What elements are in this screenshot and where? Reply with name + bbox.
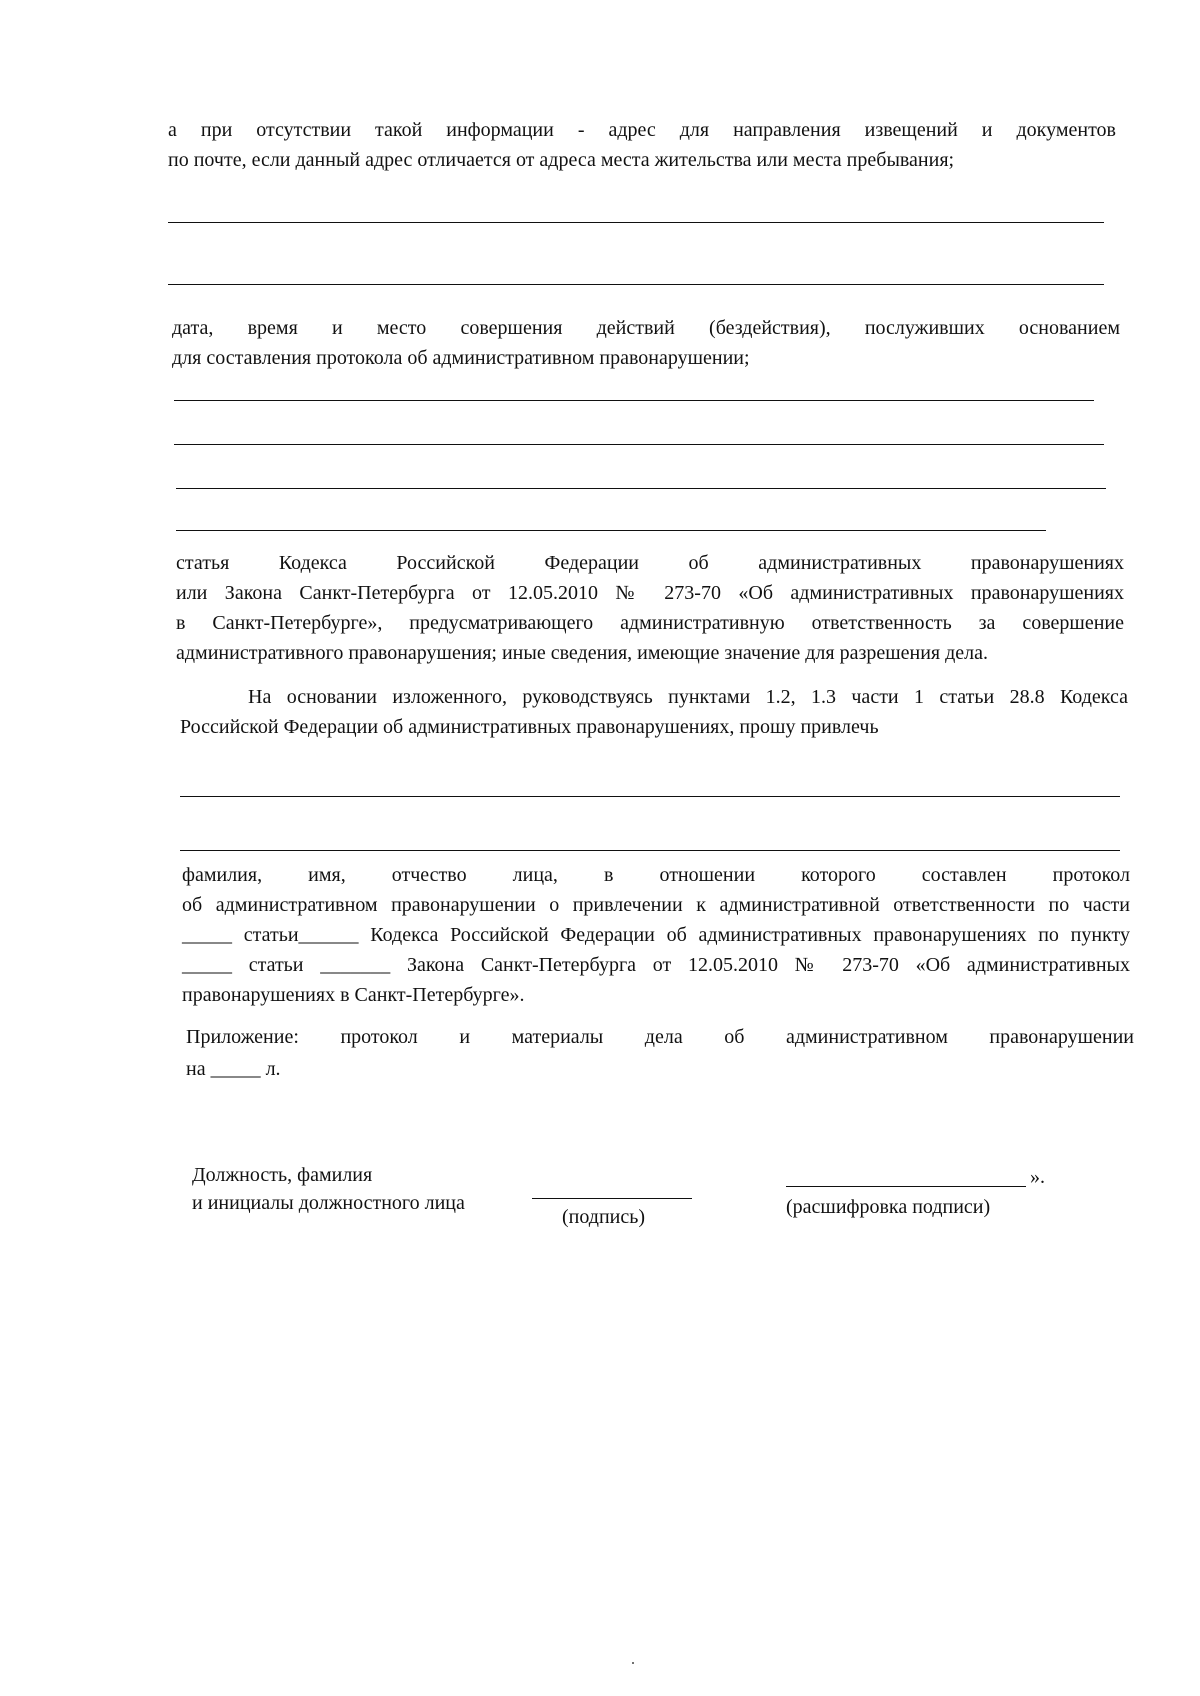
datetime-paragraph-line1: дата, время и место совершения действий (бездействия), послуживших основанием xyxy=(172,317,1120,339)
signature-decoding-line xyxy=(786,1186,1026,1187)
person-paragraph-line1: фамилия, имя, отчество лица, в отношении которого составлен протокол xyxy=(182,864,1130,886)
blank-line xyxy=(180,850,1120,851)
closing-quote: ». xyxy=(1030,1166,1045,1188)
signature-caption: (подпись) xyxy=(562,1206,646,1228)
article-paragraph-line2: или Закона Санкт-Петербурга от 12.05.2010 № 273-70 «Об административных правонарушениях xyxy=(176,582,1124,604)
address-paragraph-line2: по почте, если данный адрес отличается от адреса места жительства или места пребывания; xyxy=(168,149,955,171)
address-paragraph-line1: а при отсутствии такой информации - адрес для направления извещений и документов xyxy=(168,119,1116,141)
signature-line xyxy=(532,1198,692,1199)
person-paragraph-line5: правонарушениях в Санкт-Петербурге». xyxy=(182,984,525,1006)
blank-line xyxy=(176,488,1106,489)
decoding-caption: (расшифровка подписи) xyxy=(786,1196,991,1218)
person-paragraph-line3: _____ статьи______ Кодекса Российской Федерации об административных правонарушениях по пункту xyxy=(182,924,1130,946)
scan-speck xyxy=(632,1662,634,1664)
article-paragraph-line1: статья Кодекса Российской Федерации об административных правонарушениях xyxy=(176,552,1124,574)
blank-line xyxy=(174,444,1104,445)
blank-line xyxy=(176,530,1046,531)
blank-line xyxy=(174,400,1094,401)
blank-line xyxy=(168,222,1104,223)
basis-paragraph-line1: На основании изложенного, руководствуясь пунктами 1.2, 1.3 части 1 статьи 28.8 Кодекса xyxy=(248,686,1128,708)
basis-paragraph-line2: Российской Федерации об административных правонарушениях, прошу привлечь xyxy=(180,716,879,738)
datetime-paragraph-line2: для составления протокола об административном правонарушении; xyxy=(172,347,750,369)
attachment-line1: Приложение: протокол и материалы дела об административном правонарушении xyxy=(186,1026,1134,1048)
person-paragraph-line4: _____ статьи _______ Закона Санкт-Петербурга от 12.05.2010 № 273-70 «Об административных xyxy=(182,954,1130,976)
article-paragraph-line4: административного правонарушения; иные сведения, имеющие значение для разрешения дела. xyxy=(176,642,989,664)
person-paragraph-line2: об административном правонарушении о привлечении к административной ответственности по части xyxy=(182,894,1130,916)
blank-line xyxy=(180,796,1120,797)
article-paragraph-line3: в Санкт-Петербурге», предусматривающего административную ответственность за совершение xyxy=(176,612,1124,634)
position-label-line1: Должность, фамилия xyxy=(192,1164,373,1186)
position-label-line2: и инициалы должностного лица xyxy=(192,1192,465,1214)
blank-line xyxy=(168,284,1104,285)
attachment-line2: на _____ л. xyxy=(186,1058,281,1080)
